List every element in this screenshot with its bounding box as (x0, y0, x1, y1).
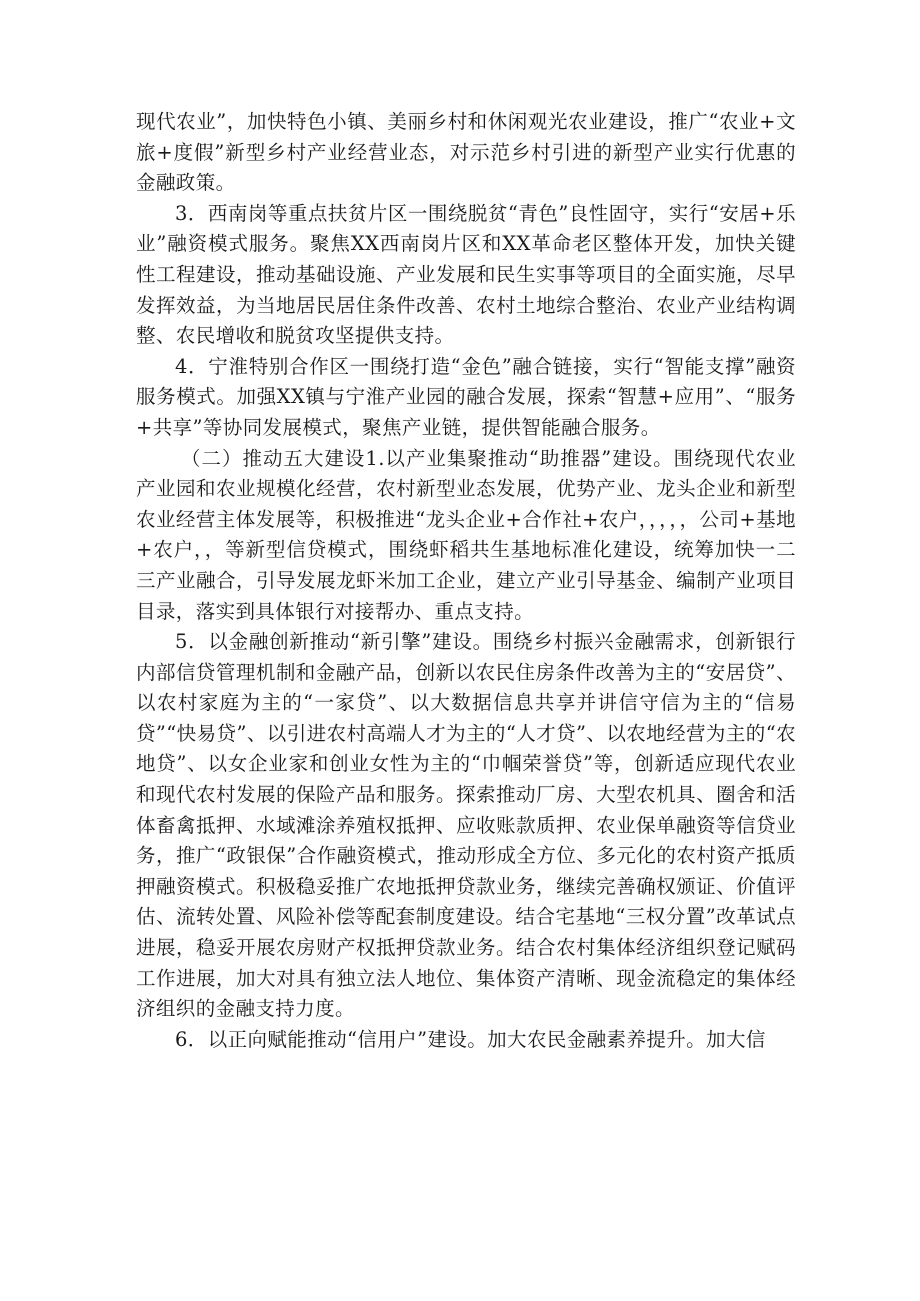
paragraph-6-credit: 6．以正向赋能推动“信用户”建设。加大农民金融素养提升。加大信 (175, 1027, 766, 1051)
paragraph-3-xinan-gang: 3．西南岗等重点扶贫片区一围绕脱贫“青色”良性固守，实行“安居+乐业”融资模式服务。聚焦XX西南岗片区和XX革命老区整体开发，加快关键性工程建设，推动基础设施、产业发展和民生实事等项目的全面实施，尽早发挥效益，为当地居民居住条件改善、农村土地综合整治、农业产业结构调整、农民增收和脱贫攻坚提供支持。 (136, 201, 796, 348)
document-page (136, 107, 796, 1055)
paragraph-continuation: 现代农业”，加快特色小镇、美丽乡村和休闲观光农业建设，推广“农业+文旅+度假”新型乡村产业经营业态，对示范乡村引进的新型产业实行优惠的金融政策。 (136, 110, 796, 195)
paragraph-5-finance-innovation: 5．以金融创新推动“新引擎”建设。围绕乡村振兴金融需求，创新银行内部信贷管理机制和金融产品，创新以农民住房条件改善为主的“安居贷”、以农村家庭为主的“一家贷”、以大数据信息共享并讲信守信为主的“信易贷”“快易贷”、以引进农村高端人才为主的“人才贷”、以农地经营为主的“农地贷”、以女企业家和创业女性为主的“巾帼荣誉贷”等，创新适应现代农业和现代农村发展的保险产品和服务。探索推动厂房、大型农机具、圈舍和活体畜禽抵押、水域滩涂养殖权抵押、应收账款质押、农业保单融资等信贷业务，推广“政银保”合作融资模式，推动形成全方位、多元化的农村资产抵质押融资模式。积极稳妥推广农地抵押贷款业务，继续完善确权颁证、价值评估、流转处置、风险补偿等配套制度建设。结合宅基地“三权分置”改革试点进展，稳妥开展农房财产权抵押贷款业务。结合农村集体经济组织登记赋码工作进展，加大对具有独立法人地位、集体资产清晰、现金流稳定的集体经济组织的金融支持力度。 (136, 630, 796, 1021)
paragraph-section-2: （二）推动五大建设1.以产业集聚推动“助推器”建设。围绕现代农业产业园和农业规模化经营，农村新型业态发展，优势产业、龙头企业和新型农业经营主体发展等，积极推进“龙头企业+合作社+农户，，，，，公司+基地+农户，，等新型信贷模式，围绕虾稻共生基地标准化建设，统筹加快一二三产业融合，引导发展龙虾米加工企业，建立产业引导基金、编制产业项目目录，落实到具体银行对接帮办、重点支持。 (136, 446, 796, 623)
paragraph-4-ninghuai: 4．宁淮特别合作区一围绕打造“金色”融合链接，实行“智能支撑”融资服务模式。加强XX镇与宁淮产业园的融合发展，探索“智慧+应用”、“服务+共享”等协同发展模式，聚焦产业链，提供智能融合服务。 (136, 354, 796, 439)
